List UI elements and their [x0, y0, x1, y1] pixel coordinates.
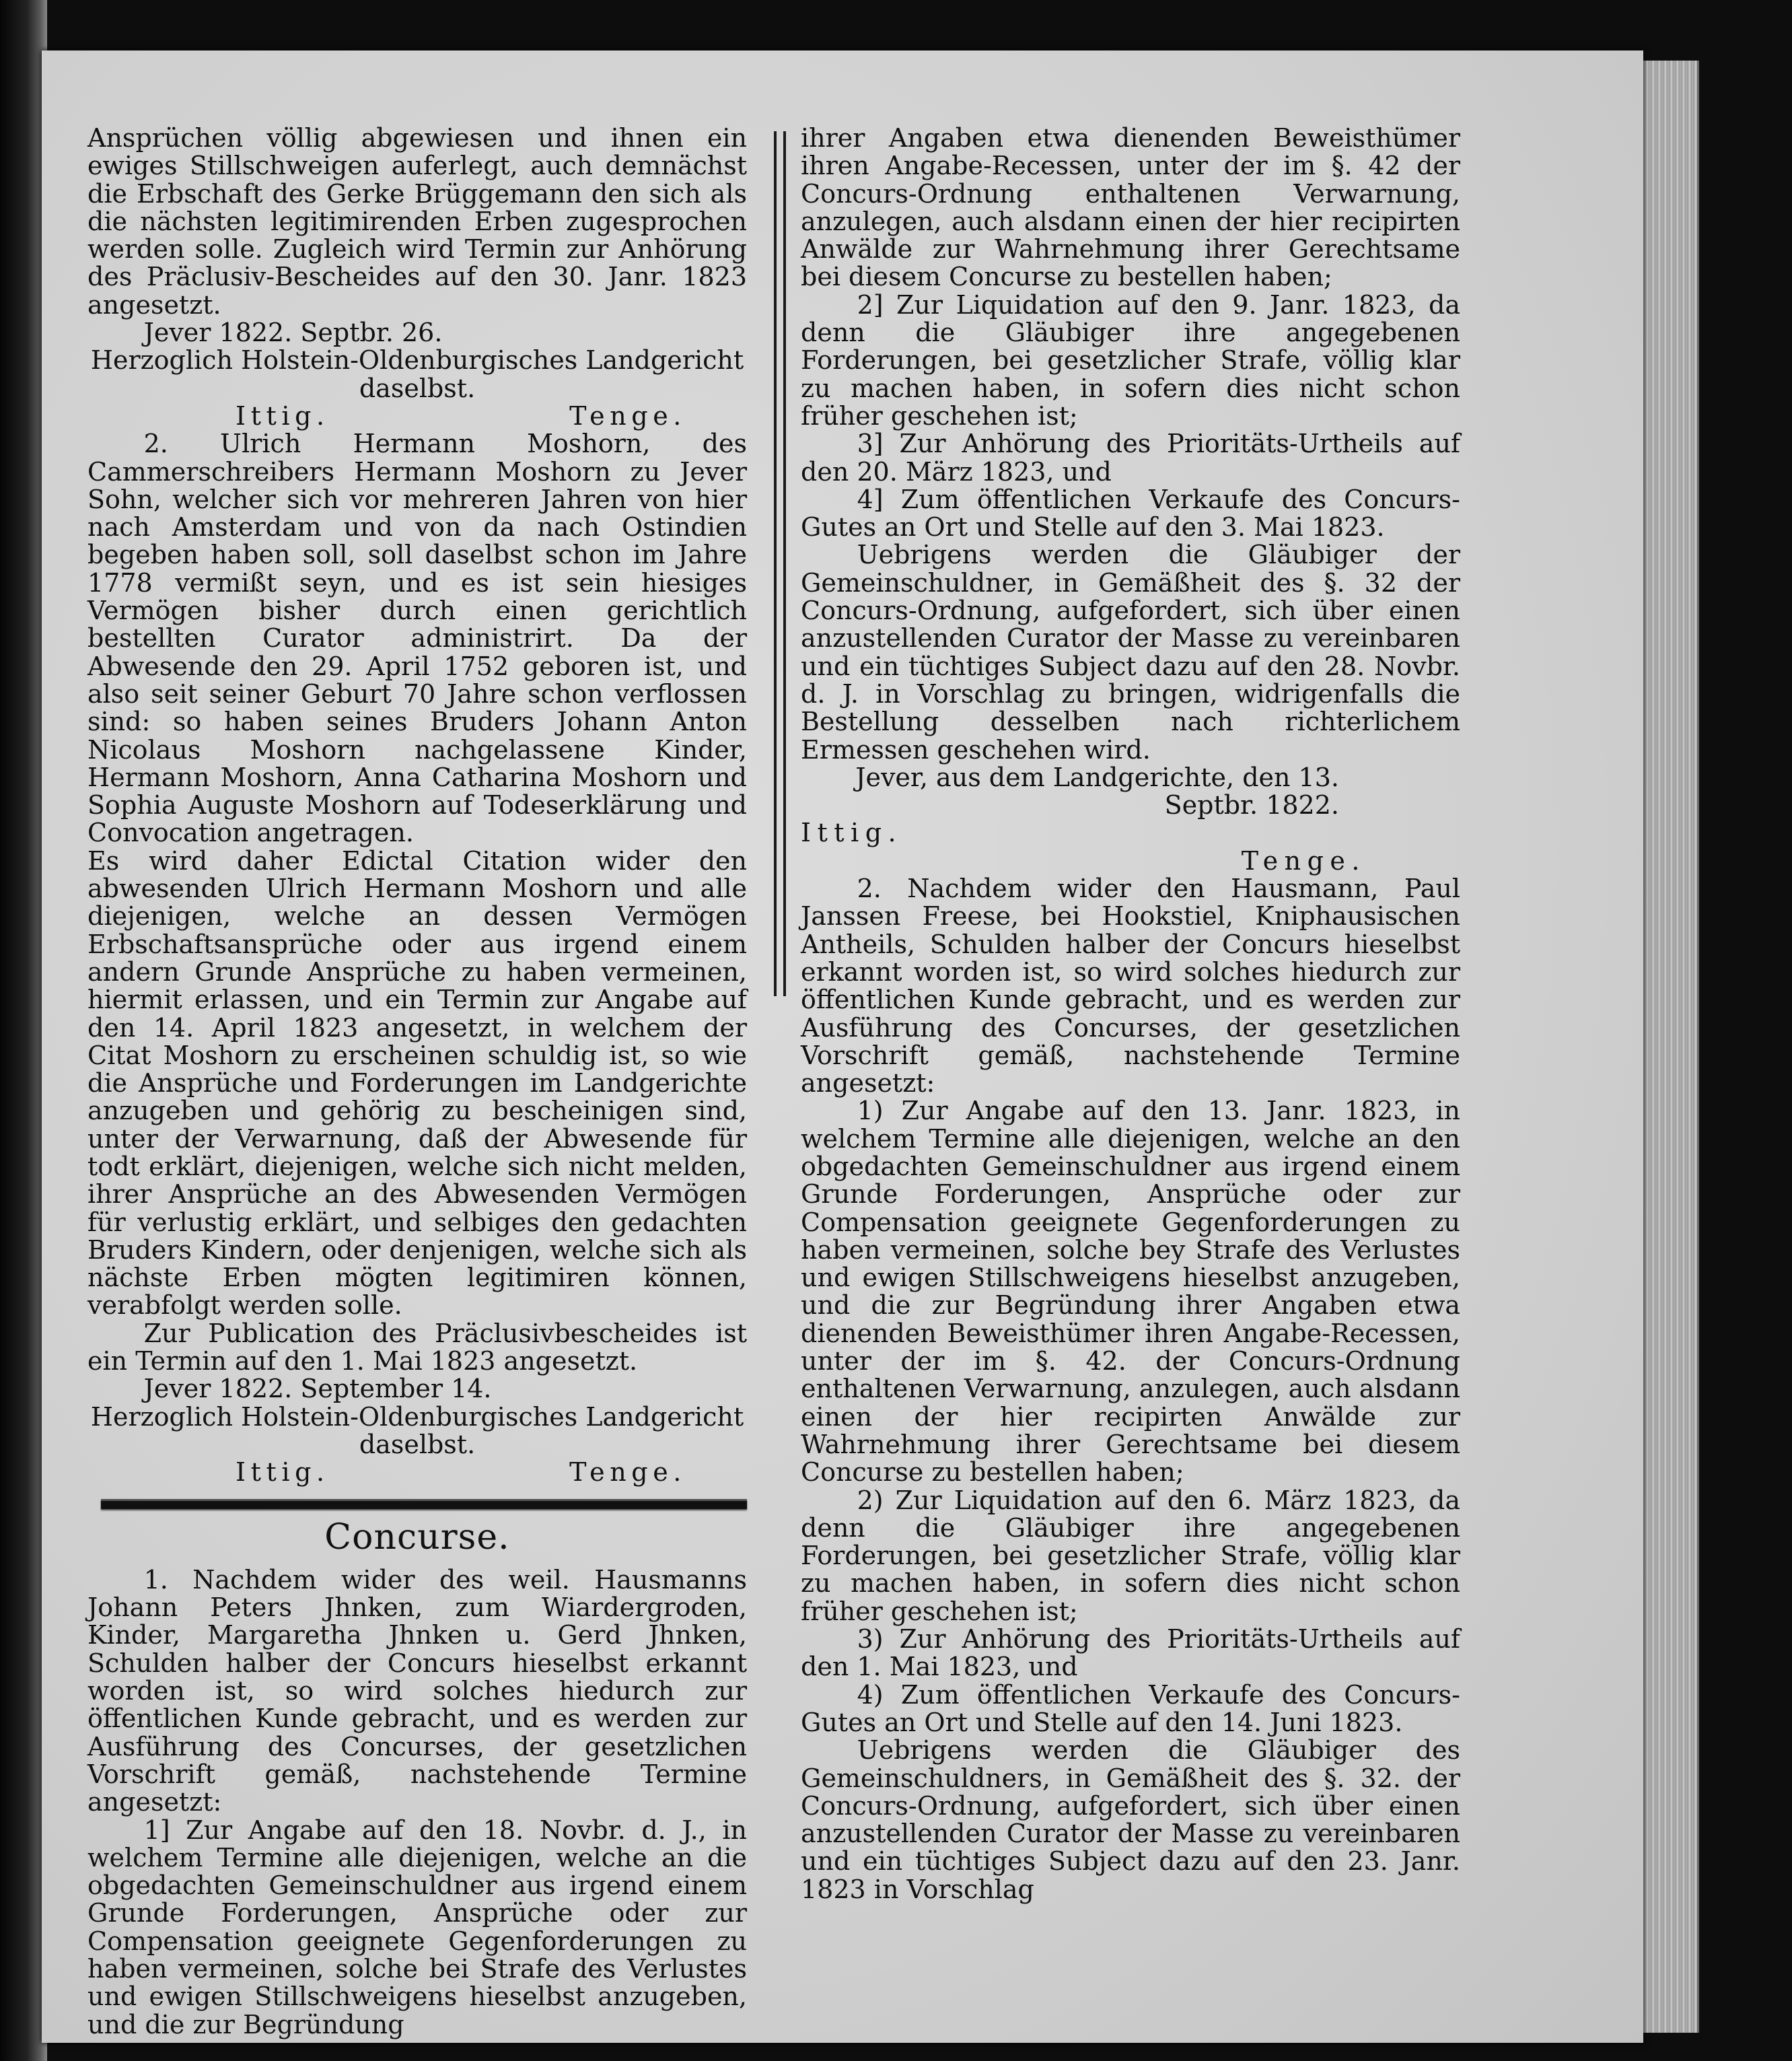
page-stack-edge [1643, 61, 1699, 2033]
left-paragraph-1: Ansprüchen völlig abgewiesen und ihnen ein ewiges Stillschweigen auferlegt, auch demnächst die Erbschaft des Gerke Brüggemann den sich als die nächsten legitimirenden Erben zugesprochen werden solle. Zugleich wird Termin zur Anhörung des Präclusiv-Bescheides auf den 30. Janr. 1823 angesetzt. [87, 123, 747, 320]
section-divider [101, 1499, 747, 1509]
right-signature-tenge: Tenge. [1241, 845, 1366, 876]
right-place-date: Jever, aus dem Landgerichte, den 13. Septbr. 1822. [855, 762, 1339, 820]
right-paragraph-10: 4) Zum öffentlichen Verkaufe des Concurs-Gutes an Ort und Stelle auf den 14. Juni 1823. [801, 1679, 1460, 1737]
book-binding-edge [0, 0, 47, 2061]
section-heading: Concurse. [324, 1516, 510, 1558]
signature-ittig: Ittig. [236, 400, 330, 431]
right-paragraph-9: 3) Zur Anhörung des Prioritäts-Urtheils auf den 1. Mai 1823, und [801, 1624, 1460, 1682]
signature-tenge: Tenge. [569, 1457, 686, 1488]
right-column [801, 125, 1460, 1903]
left-court-1: Herzoglich Holstein-Oldenburgisches Landgericht daselbst. [90, 345, 744, 403]
signature-tenge: Tenge. [569, 400, 686, 431]
column-gutter-rule [774, 131, 786, 996]
right-paragraph-7: 1) Zur Angabe auf den 13. Janr. 1823, in welchem Termine alle diejenigen, welche an den obgedachten Gemeinschuldner aus irgend einem Grunde Forderungen, Ansprüche oder zur Compensation geeignete Gegenforderungen zu haben vermeinen, solche bey Strafe des Verlustes und ewigen Stillschweigens hieselbst anzugeben, und die zur Begründung ihrer Angaben etwa dienenden Beweisthümer ihren Angabe-Recessen, unter der im §. 42. der Concurs-Ordnung enthaltenen Verwarnung, anzulegen, auch alsdann einen der hier recipirten Anwälde zur Wahrnehmung ihrer Gerechtsame bei diesem Concurse zu bestellen haben; [801, 1096, 1460, 1488]
left-date-2: Jever 1822. September 14. [143, 1374, 492, 1404]
left-signature-1 [87, 400, 747, 431]
right-signature-ittig: Ittig. [801, 818, 903, 848]
left-paragraph-2: 2. Ulrich Hermann Moshorn, des Cammerschreibers Hermann Moshorn zu Jever Sohn, welcher sich vor mehreren Jahren von hier nach Amsterdam und von da nach Ostindien begeben haben soll, soll daselbst schon im Jahre 1778 vermißt seyn, und es ist sein hiesiges Vermögen bisher durch einen gerichtlich bestellten Curator administrirt. Da der Abwesende den 29. April 1752 geboren ist, und also seit seiner Geburt 70 Jahre schon verflossen sind: so haben seines Bruders Johann Anton Nicolaus Moshorn nachgelassene Kinder, Hermann Moshorn, Anna Catharina Moshorn und Sophia Auguste Moshorn auf Todeserklärung und Convocation angetragen. [87, 429, 747, 848]
right-paragraph-8: 2) Zur Liquidation auf den 6. März 1823, da denn die Gläubiger ihre angegebenen Forderungen, bei gesetzlicher Strafe, völlig klar zu machen haben, in sofern dies nicht schon früher geschehen ist; [801, 1485, 1460, 1626]
right-paragraph-6: 2. Nachdem wider den Hausmann, Paul Janssen Freese, bei Hookstiel, Kniphausischen Antheils, Schulden halber der Concurs hieselbst erkannt worden ist, so wird solches hiedurch zur öffentlichen Kunde gebracht, und es werden zur Ausführung des Concurses, der gesetzlichen Vorschrift gemäß, nachstehende Termine angesetzt: [801, 874, 1460, 1098]
right-paragraph-1: ihrer Angaben etwa dienenden Beweisthümer ihren Angabe-Recessen, unter der im §. 42 der Concurs-Ordnung enthaltenen Verwarnung, anzulegen, auch alsdann einen der hier recipirten Anwälde zur Wahrnehmung ihrer Gerechtsame bei diesem Concurse zu bestellen haben; [801, 123, 1460, 292]
left-paragraph-3: Es wird daher Edictal Citation wider den abwesenden Ulrich Hermann Moshorn und alle diejenigen, welche an dessen Vermögen Erbschaftsansprüche oder aus irgend einem andern Grunde Ansprüche zu haben vermeinen, hiermit erlassen, und ein Termin zur Angabe auf den 14. April 1823 angesetzt, in welchem der Citat Moshorn zu erscheinen schuldig ist, so wie die Ansprüche und Forderungen im Landgerichte anzugeben und gehörig zu bescheinigen sind, unter der Verwarnung, daß der Abwesende für todt erklärt, diejenigen, welche sich nicht melden, ihrer Ansprüche an des Abwesenden Vermögen für verlustig erklärt, und selbiges den gedachten Bruders Kindern, oder denjenigen, welche sich als nächste Erben mögten legitimiren können, verabfolgt werden solle. [87, 845, 747, 1321]
right-paragraph-2: 2] Zur Liquidation auf den 9. Janr. 1823, da denn die Gläubiger ihre angegebenen Forderungen, bei gesetzlicher Strafe, völlig klar zu machen haben, in sofern dies nicht schon früher geschehen ist; [801, 289, 1460, 431]
left-paragraph-6: 1] Zur Angabe auf den 18. Novbr. d. J., in welchem Termine alle diejenigen, welche an die obgedachten Gemeinschuldner aus irgend einem Grunde Forderungen, Ansprüche oder zur Compensation geeignete Gegenforderungen zu haben vermeinen, solche bei Strafe des Verlustes und ewigen Stillschweigens hieselbst anzugeben, und die zur Begründung [87, 1815, 747, 2039]
right-paragraph-4: 4] Zum öffentlichen Verkaufe des Concurs-Gutes an Ort und Stelle auf den 3. Mai 1823. [801, 484, 1460, 543]
right-paragraph-11: Uebrigens werden die Gläubiger des Gemeinschuldners, in Gemäßheit des §. 32. der Concurs-Ordnung, aufgefordert, sich über einen anzustellenden Curator der Masse zu vereinbaren und ein tüchtiges Subject dazu auf den 23. Janr. 1823 in Vorschlag [801, 1735, 1460, 1904]
left-column [87, 125, 747, 2039]
signature-ittig: Ittig. [236, 1457, 330, 1488]
left-signature-2 [87, 1459, 747, 1486]
left-paragraph-5: 1. Nachdem wider des weil. Hausmanns Johann Peters Jhnken, zum Wiardergroden, Kinder, Margaretha Jhnken u. Gerd Jhnken, Schulden halber der Concurs hieselbst erkannt worden ist, so wird solches hiedurch zur öffentlichen Kunde gebracht, und es werden zur Ausführung des Concurses, der gesetzlichen Vorschrift gemäß, nachstehende Termine angesetzt: [87, 1564, 747, 1817]
right-paragraph-5: Uebrigens werden die Gläubiger der Gemeinschuldner, in Gemäßheit des §. 32 der Concurs-Ordnung, aufgefordert, sich über einen anzustellenden Curator der Masse zu vereinbaren und ein tüchtiges Subject dazu auf den 28. Novbr. d. J. in Vorschlag zu bringen, widrigenfalls die Bestellung desselben nach richterlichem Ermessen geschehen wird. [801, 540, 1460, 765]
scanned-page [42, 50, 1643, 2043]
left-court-2: Herzoglich Holstein-Oldenburgisches Landgericht daselbst. [90, 1401, 744, 1459]
right-paragraph-3: 3] Zur Anhörung des Prioritäts-Urtheils auf den 20. März 1823, und [801, 429, 1460, 487]
left-date-1: Jever 1822. Septbr. 26. [143, 318, 443, 348]
left-paragraph-4: Zur Publication des Präclusivbescheides ist ein Termin auf den 1. Mai 1823 angesetzt. [87, 1318, 747, 1376]
